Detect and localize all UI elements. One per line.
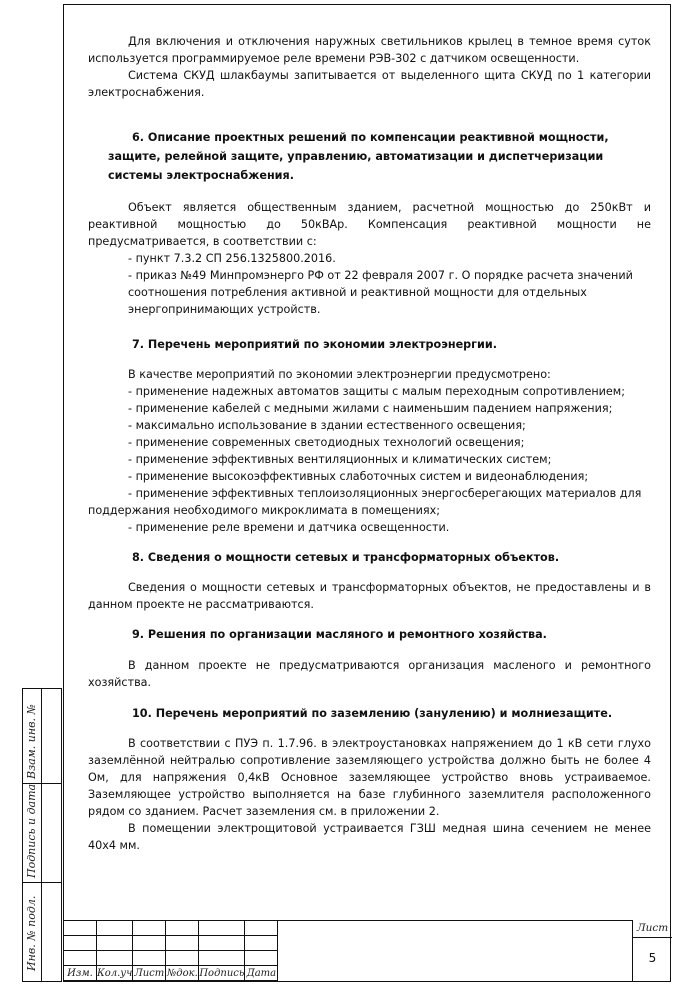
title-block-label: Подпись [199,967,245,979]
section-6-heading: 6. Описание проектных решений по компенсации реактивной мощности, защите, релейной защите, управлению, автоматизации и диспетчеризации системы электроснабжения. [108,131,609,182]
section-10-paragraph: В соответствии с ПУЭ п. 1.7.96. в электроустановках напряжением до 1 кВ сети глухо заземлённой нейтралью сопротивление заземляющего устройства должно быть не более 4 Ом, для напряжения 0,4кВ Основное заземляющее устройство вновь устраиваемое. Заземляющее устройство выполняется на базе глубинного заземлителя расположенного рядом со зданием. Расчет заземления см. в приложении 2. [88,737,651,818]
title-block-label: Лист [134,967,165,979]
title-block [63,920,671,982]
section-7-item: - применение эффективных теплоизоляционных энергосберегающих материалов для [128,487,642,500]
title-block-label: Дата [246,967,277,979]
section-10-heading: 10. Перечень мероприятий по заземлению (занулению) и молниезащите. [132,707,613,720]
section-7-item: - применение кабелей с медными жилами с наименьшим падением напряжения; [128,402,613,415]
section-7-heading: 7. Перечень мероприятий по экономии электроэнергии. [132,338,497,351]
section-7-item: - максимально использование в здании естественного освещения; [128,419,526,432]
title-block-label: Изм. [64,966,97,981]
section-6-paragraph: Объект является общественным зданием, расчетной мощностью до 250кВт и реактивной мощностью до 50кВАр. Компенсация реактивной мощности не предусматривается, в соответствии с: [88,201,651,248]
document-body [88,33,651,854]
side-stamp-inv [22,882,62,982]
sheet-box [632,920,672,982]
section-6-item-2-cont: энергопринимающих устройств. [128,303,321,316]
section-7-item: - применение высокоэффективных слаботочных систем и видеонаблюдения; [128,470,589,483]
side-stamp-vzam [22,688,62,784]
sheet-number: 5 [648,951,657,965]
section-7-item: - применение надежных автоматов защиты с малым переходным сопротивлением; [128,385,626,398]
section-7-item: - применение реле времени и датчика освещенности. [128,521,450,534]
section-7-item: - применение современных светодиодных технологий освещения; [128,436,525,449]
section-10-paragraph: В помещении электрощитовой устраивается ГЗШ медная шина сечением не менее 40х4 мм. [88,822,651,852]
section-7-intro: В качестве мероприятий по экономии электроэнергии предусмотрено: [128,368,551,381]
signature-grid [63,920,278,981]
side-label-podp: Подпись и дата [25,783,38,878]
sheet-label: Лист [633,920,672,938]
section-7-item-cont: поддержания необходимого микроклимата в помещениях; [88,504,440,517]
side-label-inv: Инв. № подл. [25,895,38,971]
section-9-paragraph: В данном проекте не предусматриваются организация масленого и ремонтного хозяйства. [88,659,651,689]
section-6-item-2-cont: соотношения потребления активной и реактивной мощности для отдельных [128,286,587,299]
title-block-label: №док. [166,967,198,979]
side-label-vzam: Взам. инв. № [25,704,38,779]
title-block-label: Кол.уч [97,967,133,979]
paragraph-skud: Система СКУД шлакбаумы запитывается от выделенного щита СКУД по 1 категории электроснабжения. [88,69,651,99]
section-7-item: - применение эффективных вентиляционных и климатических систем; [128,453,552,466]
section-6-item-2: - приказ №49 Минпромэнерго РФ от 22 февраля 2007 г. О порядке расчета значений [128,269,633,282]
side-stamp-podp [22,783,62,883]
section-6-item-1: - пункт 7.3.2 СП 256.1325800.2016. [128,252,336,265]
paragraph-lighting: Для включения и отключения наружных светильников крылец в темное время суток используется программируемое реле времени РЭВ-302 с датчиком освещенности. [88,35,651,65]
section-8-paragraph: Сведения о мощности сетевых и трансформаторных объектов, не предоставлены и в данном проекте не рассматриваются. [88,581,651,611]
section-8-heading: 8. Сведения о мощности сетевых и трансформаторных объектов. [132,551,560,564]
section-9-heading: 9. Решения по организации масляного и ремонтного хозяйства. [132,628,547,641]
